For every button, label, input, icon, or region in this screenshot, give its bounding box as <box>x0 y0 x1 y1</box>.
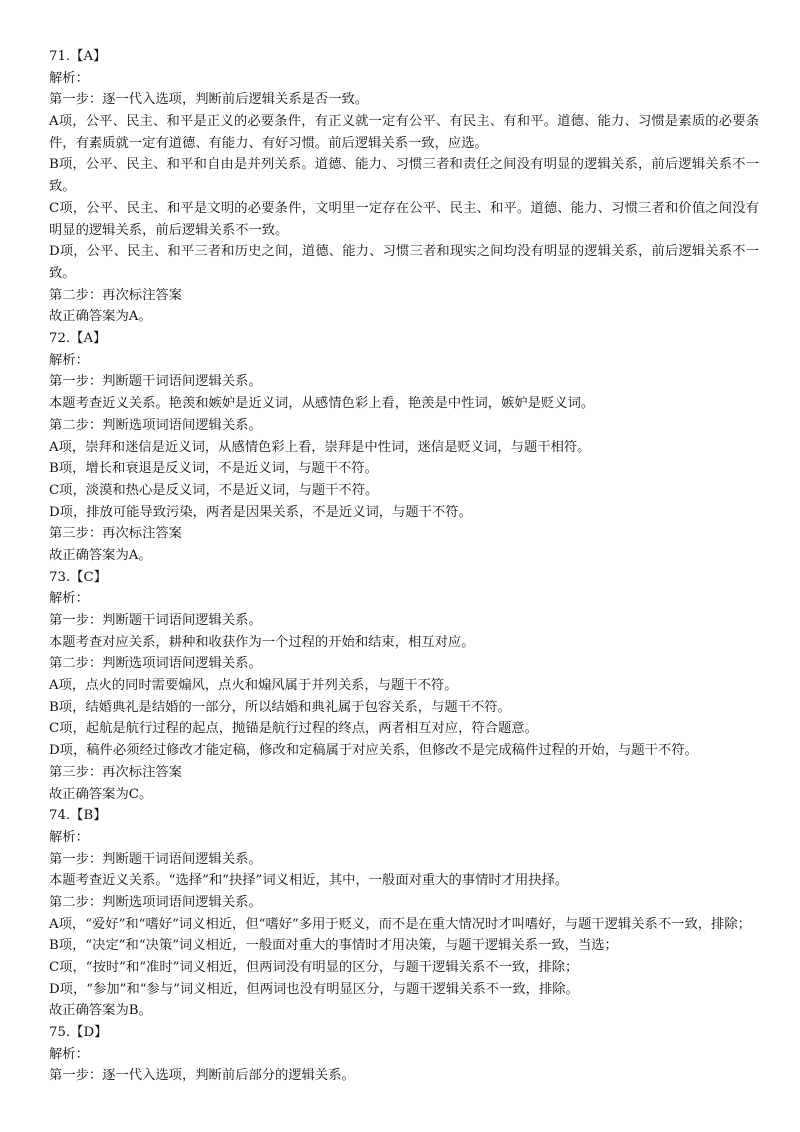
final-answer: 故正确答案为B。 <box>49 1003 152 1019</box>
step-line: 第一步：判断题干词语间逻辑关系。 <box>49 374 262 390</box>
option-c-explanation: C项，起航是航行过程的起点，抛锚是航行过程的终点，两者相互对应，符合题意。 <box>49 721 538 737</box>
option-d-explanation: D项，稿件必须经过修改才能定稿，修改和定稿属于对应关系，但修改不是完成稿件过程的开始，与题干不符。 <box>49 743 698 759</box>
final-answer: 故正确答案为A。 <box>49 309 152 325</box>
option-a-explanation: A项，点火的同时需要煽风，点火和煽风属于并列关系，与题干不符。 <box>49 678 458 694</box>
option-b-explanation: B项，“决定”和“决策”词义相近，一般面对重大的事情时才用决策，与题干逻辑关系一致，当选； <box>49 938 618 954</box>
option-a-explanation: A项，公平、民主、和平是正义的必要条件，有正义就一定有公平、有民主、有和平。道德、能力、习惯是素质的必要条件，有素质就一定有道德、有能力、有好习惯。前后逻辑关系一致，应选。 <box>49 114 759 151</box>
option-a-explanation: A项，“爱好”和“嗜好”词义相近，但“嗜好”多用于贬义，而不是在重大情况时才叫嗜好，与题干逻辑关系不一致，排除； <box>49 916 751 932</box>
step-line: 第二步：判断选项词语间逻辑关系。 <box>49 656 262 672</box>
topic-line: 本题考查近义关系。“选择”和“抉择”词义相近，其中，一般面对重大的事情时才用抉择。 <box>49 873 569 889</box>
step-line: 第一步：判断题干词语间逻辑关系。 <box>49 851 262 867</box>
option-b-explanation: B项，公平、民主、和平和自由是并列关系。道德、能力、习惯三者和责任之间没有明显的逻辑关系，前后逻辑关系不一致。 <box>49 157 759 195</box>
option-c-explanation: C项，淡漠和热心是反义词，不是近义词，与题干不符。 <box>49 482 379 498</box>
answer-explanations-document <box>49 46 759 1087</box>
step-line: 第一步：判断题干词语间逻辑关系。 <box>49 613 262 628</box>
topic-line: 本题考查近义关系。艳羡和嫉妒是近义词，从感情色彩上看，艳羡是中性词，嫉妒是贬义词。 <box>49 396 595 412</box>
step-line: 第二步：判断选项词语间逻辑关系。 <box>49 417 262 433</box>
option-d-explanation: D项，排放可能导致污染，两者是因果关系，不是近义词，与题干不符。 <box>49 504 472 520</box>
analysis-label: 解析： <box>49 70 89 86</box>
analysis-label: 解析： <box>49 829 89 845</box>
question-number-73: 73.【C】 <box>49 569 107 585</box>
question-number-75: 75.【D】 <box>49 1025 108 1041</box>
step-line: 第二步：再次标注答案 <box>49 287 182 303</box>
question-number-71: 71.【A】 <box>49 49 107 64</box>
option-d-explanation: D项，公平、民主、和平三者和历史之间，道德、能力、习惯三者和现实之间均没有明显的逻辑关系，前后逻辑关系不一致。 <box>49 244 759 281</box>
analysis-label: 解析： <box>49 1046 89 1062</box>
step-line: 第二步：判断选项词语间逻辑关系。 <box>49 894 262 910</box>
analysis-label: 解析： <box>49 591 89 607</box>
final-answer: 故正确答案为C。 <box>49 786 153 802</box>
analysis-label: 解析： <box>49 352 89 368</box>
step-line: 第三步：再次标注答案 <box>49 764 182 780</box>
step-line: 第一步：逐一代入选项，判断前后逻辑关系是否一致。 <box>49 92 369 108</box>
option-c-explanation: C项，公平、民主、和平是文明的必要条件，文明里一定存在公平、民主、和平。道德、能力、习惯三者和价值之间没有明显的逻辑关系，前后逻辑关系不一致。 <box>49 200 759 238</box>
final-answer: 故正确答案为A。 <box>49 547 152 563</box>
option-b-explanation: B项，结婚典礼是结婚的一部分，所以结婚和典礼属于包容关系，与题干不符。 <box>49 699 511 715</box>
topic-line: 本题考查对应关系，耕种和收获作为一个过程的开始和结束，相互对应。 <box>49 634 475 650</box>
option-a-explanation: A项，崇拜和迷信是近义词，从感情色彩上看，崇拜是中性词，迷信是贬义词，与题干相符。 <box>49 439 591 455</box>
question-number-74: 74.【B】 <box>49 808 107 824</box>
option-d-explanation: D项，“参加”和“参与”词义相近，但两词也没有明显区分，与题干逻辑关系不一致，排除。 <box>49 981 579 997</box>
question-number-72: 72.【A】 <box>49 331 107 347</box>
option-c-explanation: C项，“按时”和“准时”词义相近，但两词没有明显的区分，与题干逻辑关系不一致，排除； <box>49 960 579 976</box>
step-line: 第三步：再次标注答案 <box>49 526 182 542</box>
option-b-explanation: B项，增长和衰退是反义词，不是近义词，与题干不符。 <box>49 461 378 477</box>
step-line: 第一步：逐一代入选项，判断前后部分的逻辑关系。 <box>49 1068 355 1084</box>
